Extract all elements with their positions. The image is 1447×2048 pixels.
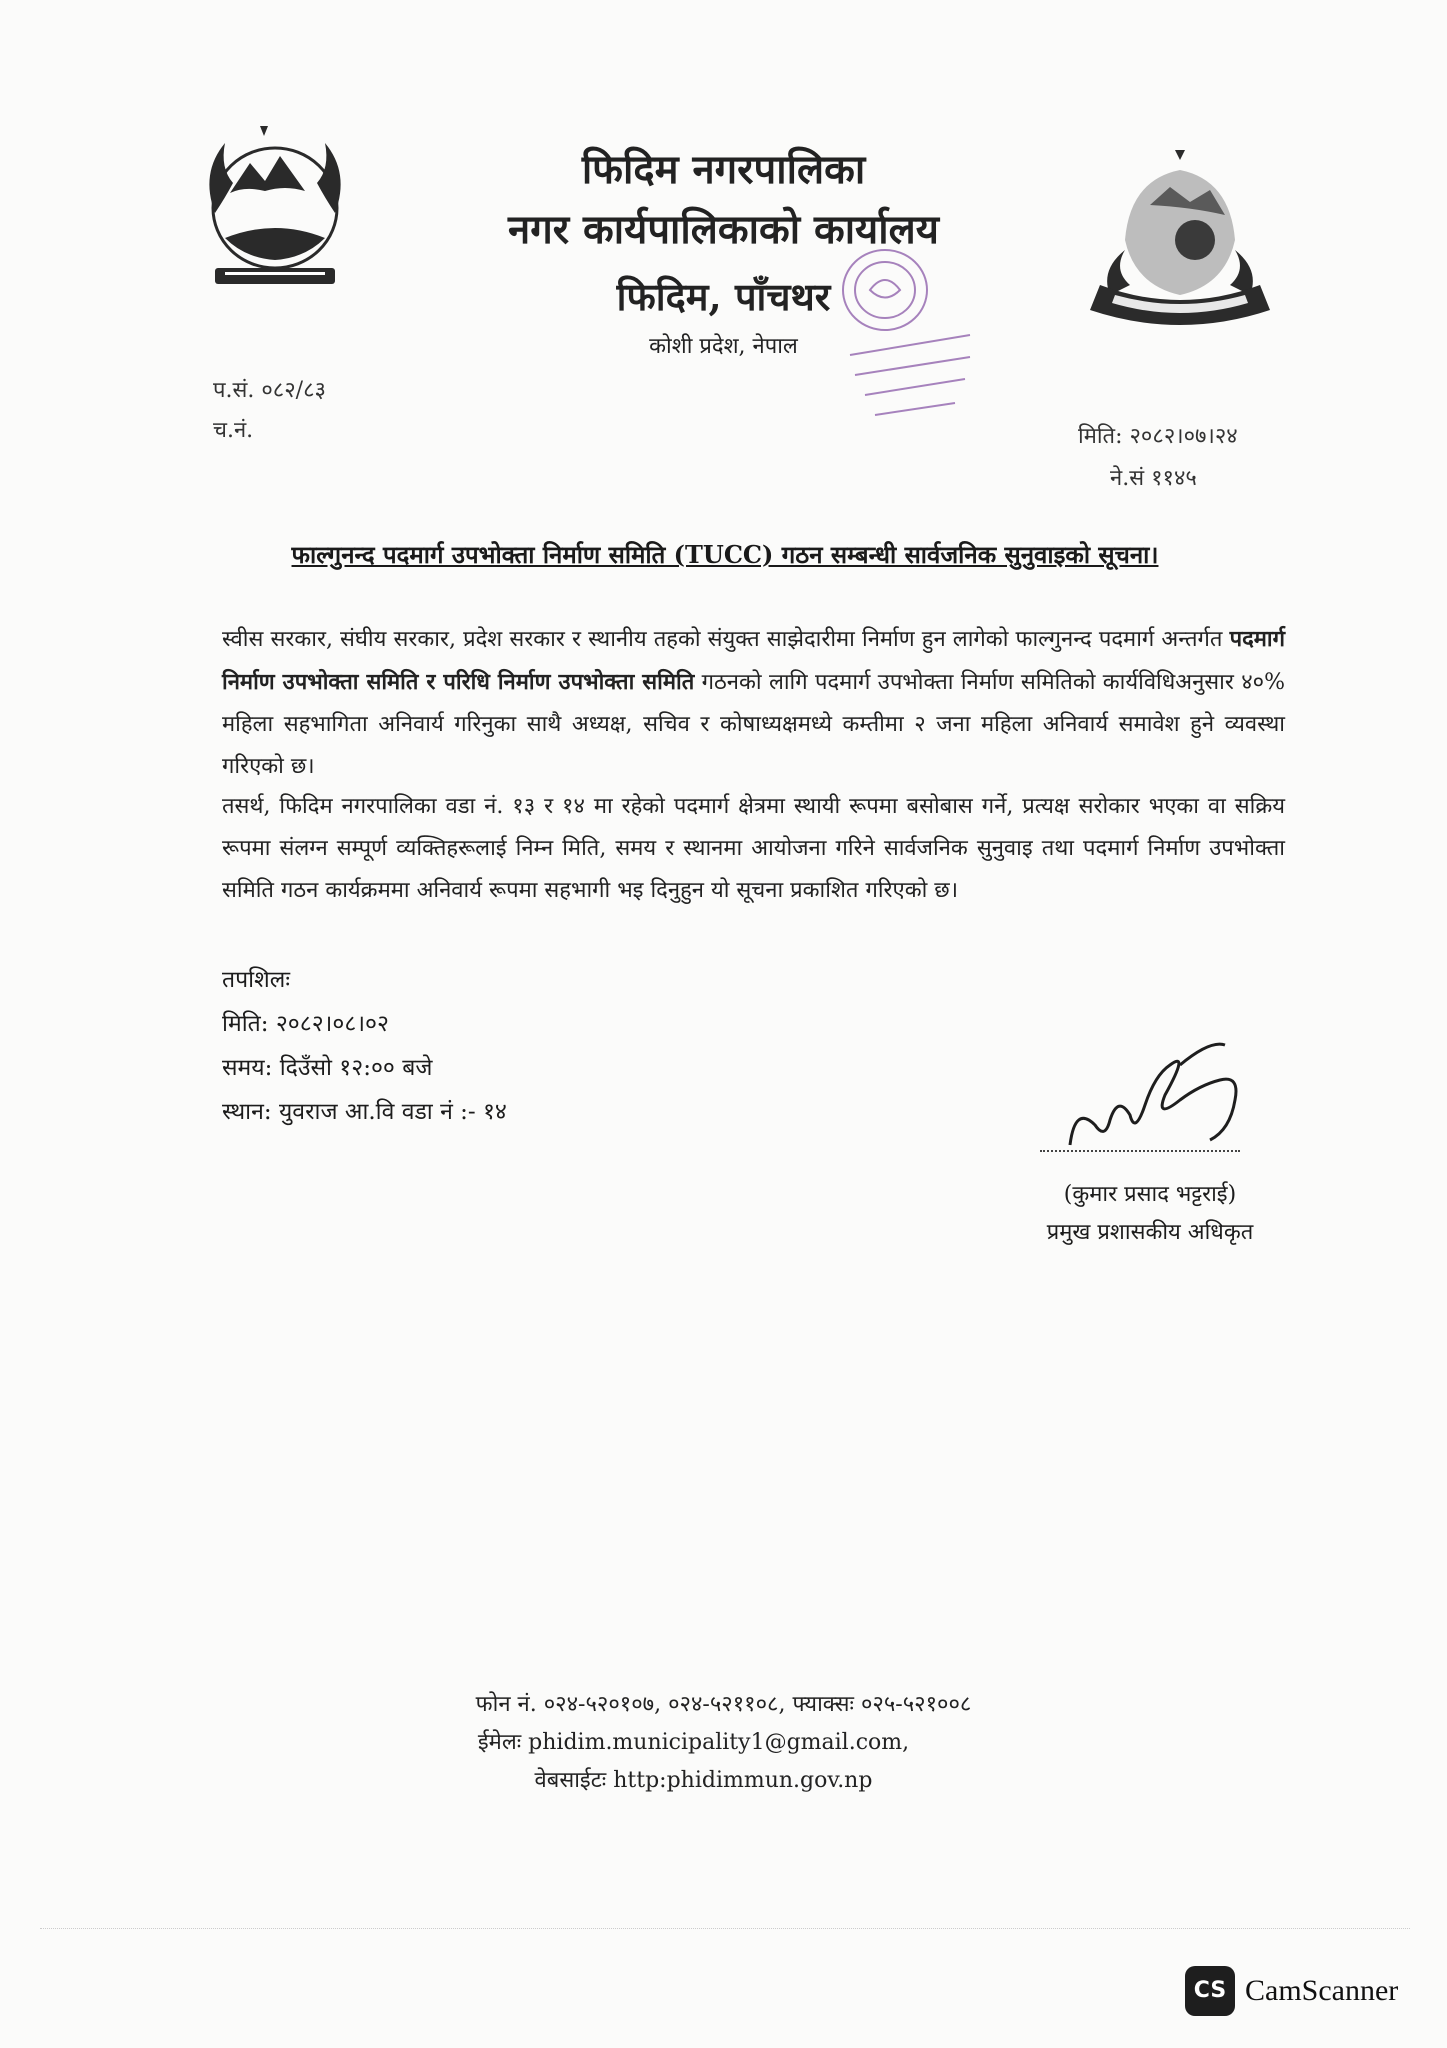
nepal-sambat-date: ने.सं ११४५ (1110, 466, 1197, 491)
office-location: फिदिम, पाँचथर (616, 274, 831, 319)
signatory-name: (कुमार प्रसाद भट्टराई) (1063, 1182, 1237, 1207)
event-details (222, 958, 507, 1134)
signature-scribble (1050, 1035, 1280, 1175)
body-paragraph-2: तसर्थ, फिदिम नगरपालिका वडा नं. १३ र १४ मा रहेको पदमार्ग क्षेत्रमा स्थायी रूपमा बसोबास गर्ने, प्रत्यक्ष सरोकार भएका वा सक्रिय रूपमा संलग्न सम्पूर्ण व्यक्तिहरूलाई निम्न मिति, समय र स्थानमा आयोजना गरिने सार्वजनिक सुनुवाइ तथा पदमार्ग निर्माण उपभोक्ता समिति गठन कार्यक्रममा अनिवार्य रूपमा सहभागी भइ दिनुहुन यो सूचना प्रकाशित गरिएको छ। (222, 794, 1285, 903)
signatory-title: प्रमुख प्रशासकीय अधिकृत (1046, 1220, 1254, 1245)
letter-date: मिति: २०८२।०७।२४ (1078, 424, 1238, 449)
municipality-name: फिदिम नगरपालिका (581, 146, 866, 193)
p1-start: स्वीस सरकार, संघीय सरकार, प्रदेश सरकार र स्थानीय तहको संयुक्त साझेदारीमा निर्माण हुन लागेको फाल्गुनन्द पदमार्ग अन्तर्गत (222, 627, 1230, 652)
event-time: समय: दिउँसो १२:०० बजे (222, 1055, 433, 1081)
notice-subject: फाल्गुनन्द पदमार्ग उपभोक्ता निर्माण समिति (TUCC) गठन सम्बन्धी सार्वजनिक सुनुवाइको सूचना। (291, 540, 1159, 569)
office-name: नगर कार्यपालिकाको कार्यालय (508, 206, 939, 253)
dispatch-number: च.नं. (213, 418, 254, 443)
footer-email: ईमेलः phidim.municipality1@gmail.com, (477, 1730, 910, 1755)
p1-end: गठनको लागि पदमार्ग उपभोक्ता निर्माण समितिको कार्यविधिअनुसार ४०% महिला सहभागिता अनिवार्य गरिनुका साथै अध्यक्ष, सचिव र कोषाध्यक्षमध्ये कम्तीमा २ जना महिला अनिवार्य समावेश हुने व्यवस्था गरिएको छ। (222, 670, 1286, 779)
p1-bold: पदमार्ग निर्माण उपभोक्ता समिति र परिधि निर्माण उपभोक्ता समिति (222, 626, 1285, 695)
province-name: कोशी प्रदेश, नेपाल (649, 334, 798, 359)
body-paragraph-1 (222, 618, 1285, 788)
camscanner-label: CamScanner (1245, 1974, 1399, 2007)
footer-phone: फोन नं. ०२४-५२०१०७, ०२४-५२११०८, फ्याक्सः ०२५-५२१००८ (475, 1692, 972, 1717)
event-date: मिति: २०८२।०८।०२ (222, 1011, 389, 1037)
letter-number: प.सं. ०८२/८३ (213, 378, 326, 403)
camscanner-logo-icon: CS (1185, 1966, 1235, 2016)
event-place: स्थान: युवराज आ.वि वडा नं :- १४ (222, 1099, 507, 1125)
page-edge-line (40, 1928, 1410, 1929)
footer-website: वेबसाईटः http:phidimmun.gov.np (534, 1768, 873, 1793)
details-heading: तपशिलः (222, 967, 291, 993)
signature-line (1040, 1150, 1240, 1152)
